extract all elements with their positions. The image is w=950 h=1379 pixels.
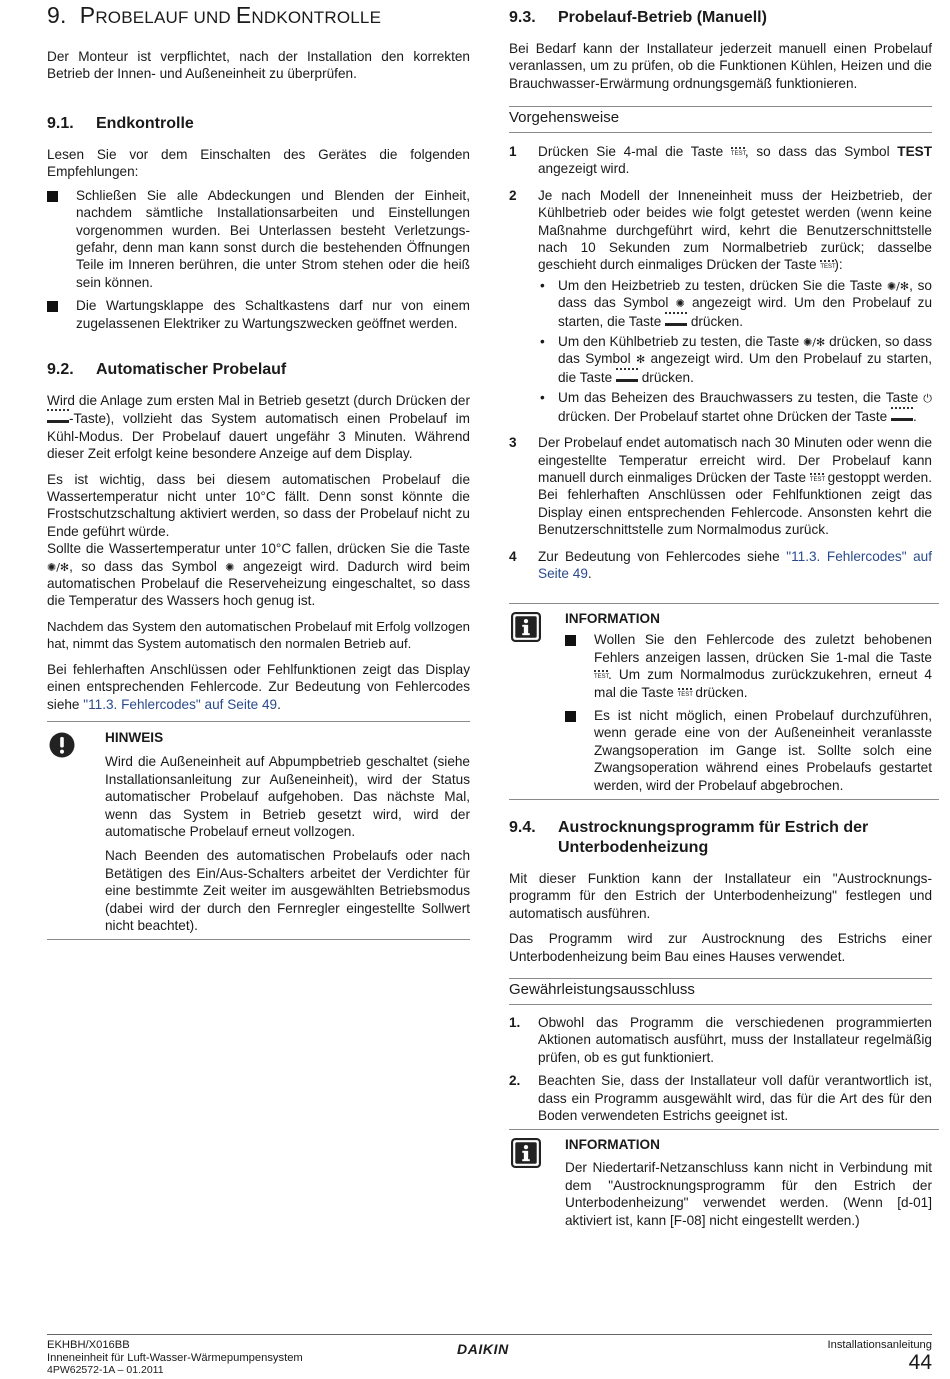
paragraph: Es ist wichtig, dass bei diesem automatischen Probelauf die Wassertemperatur nicht unter 10°C fällt. Denn sonst könnte die Frostschutzschaltung aktiviert werden, so dass der Probelauf nicht zu Ende geführt würde. <box>47 471 470 539</box>
section-heading: 9.1. Endkontrolle <box>47 115 194 132</box>
test-key-icon <box>891 407 913 421</box>
product-name: Inneneinheit für Luft-Wasser-Wärmepumpensystem <box>47 1351 303 1364</box>
cool-symbol-icon: ✻ <box>635 353 646 367</box>
list-item: Wollen Sie den Fehlercode des zuletzt behobenen Fehlers anzeigen lassen, drücken Sie 1-mal die Taste TEST. Um zum Normalmodus zurückzukehren, erneut 4 mal die Taste TEST drücken. <box>565 631 932 701</box>
chapter-number: 9. <box>47 2 67 28</box>
paragraph: Nachdem das System den automatischen Probelauf mit Erfolg vollzogen hat, nimmt das System automatisch den normalen Betrieb auf. <box>47 618 470 652</box>
information-box <box>509 1129 939 1234</box>
list-item: • Um das Beheizen des Brauchwassers zu testen, die Taste ⏻ drücken. Der Probelauf startet ohne Drücken der Taste . <box>538 389 932 425</box>
error-codes-link[interactable]: "11.3. Fehlercodes" auf Seite 49 <box>83 696 278 712</box>
procedure-steps <box>509 143 932 582</box>
section-heading: 9.4. Austrocknungsprogramm für Estrich der Unterbodenheizung <box>509 819 869 856</box>
chapter-title: 9. PROBELAUF UND ENDKONTROLLE <box>47 2 382 28</box>
section-9-2 <box>47 360 470 713</box>
section-heading: 9.3. Probelauf-Betrieb (Manuell) <box>509 9 767 26</box>
page-footer <box>47 1334 932 1377</box>
heat-symbol-icon: ✺ <box>225 560 235 574</box>
step: 1 Drücken Sie 4-mal die Taste TEST, so dass das Symbol TEST angezeigt wird. <box>509 144 933 177</box>
note-title: INFORMATION <box>565 1137 660 1152</box>
paragraph: Bei fehlerhaften Anschlüssen oder Fehlfunktionen zeigt das Display einen entsprechenden Fehlercode. Zur Bedeutung von Fehlercodes siehe "11.3. Fehlercodes" auf Seite 49. <box>47 661 470 712</box>
list-item: 2. Beachten Sie, dass der Installateur voll dafür verantwortlich ist, dass ein Programm ausgewählt wird, das für die Art des für den Boden verwendeten Estrichs geeignet ist. <box>509 1073 932 1124</box>
divider <box>509 1004 932 1005</box>
vorgehensweise <box>509 106 932 582</box>
information-box <box>509 603 939 800</box>
model-code: EKHBH/X016BB <box>47 1339 130 1351</box>
gewaehrleistung <box>509 978 932 1124</box>
sub-list <box>538 277 932 425</box>
paragraph: Nach Beenden des automatischen Probelaufs oder nach Betätigen des Ein/Aus-Schalters arbeitet der Verdichter für eine bestimmte Zeit weiter im ausgewählten Betriebsmodus (dabei wird der durch den Fernregler eingestellte Sollwert nicht beachtet). <box>105 848 470 934</box>
heat-cool-key-icon: ✺/✻ <box>47 560 70 574</box>
note-title: INFORMATION <box>565 611 660 626</box>
list-item: Es ist nicht möglich, einen Probelauf durchzuführen, wenn gerade eine von der Außeneinheit veranlasste Zwangsoperation im Gange ist. Sollte solch eine Zwangsoperation während eines Probelaufs gestartet werden, wird der Probelauf abgebrochen. <box>565 707 932 794</box>
note-title: HINWEIS <box>105 730 164 745</box>
intro-text: Der Monteur ist verpflichtet, nach der Installation den korrekten Betrieb der Innen- und Außeneinheit zu überprüfen. <box>47 49 470 82</box>
list-item: Die Wartungsklappe des Schaltkastens darf nur von einem zugelassenen Elektriker zu Wartungszwecken geöffnet werden. <box>47 297 470 332</box>
list-item: 1. Obwohl das Programm die verschiedenen programmierten Aktionen automatisch ausführt, muss der Installateur regelmäßig prüfen, ob es gut funktioniert. <box>509 1015 932 1065</box>
daikin-logo: DAIKIN <box>457 1341 509 1357</box>
subheading: Vorgehensweise <box>509 109 620 126</box>
page-number: 44 <box>908 1350 932 1374</box>
bullet-list <box>565 631 932 794</box>
divider <box>509 132 932 133</box>
hinweis-box <box>47 721 470 940</box>
paragraph: Mit dieser Funktion kann der Installateur ein "Austrocknungs-programm für den Estrich der Unterbodenheizung" festlegen und automatisch ausführen. <box>509 871 932 921</box>
heat-cool-key-icon: ✺/✻ <box>803 336 826 350</box>
test-key-icon <box>616 368 638 382</box>
test-key-icon <box>665 312 687 326</box>
section-9-1 <box>47 114 470 332</box>
test-key-icon <box>47 409 69 423</box>
numbered-list <box>509 1014 932 1124</box>
bullet-list <box>47 187 470 332</box>
step: 4 Zur Bedeutung von Fehlercodes siehe "11.3. Fehlercodes" auf Seite 49. <box>509 548 932 581</box>
heat-symbol-icon: ✺ <box>675 297 685 311</box>
footer-right <box>828 1339 933 1374</box>
section-9-4 <box>509 818 932 965</box>
test-key-icon: TEST <box>820 260 834 270</box>
subheading: Gewährleistungsausschluss <box>509 981 695 998</box>
paragraph: Wird die Außeneinheit auf Abpumpbetrieb geschaltet (siehe Installationsanleitung zur Außeneinheit), wird der Status automatischer Probelauf aufgehoben. Das nächste Mal, wenn das System in Betrieb gesetzt wird, wird der automatische Probelauf erneut vollzogen. <box>105 754 470 840</box>
paragraph: Das Programm wird zur Austrocknung des Estrichs einer Unterbodenheizung beim Bau eines Hauses verwendet. <box>509 931 932 964</box>
list-item: • Um den Kühlbetrieb zu testen, die Taste ✺/✻ drücken, so dass das Symbol ✻ angezeigt wird. Um den Probelauf zu starten, die Taste drücken. <box>538 333 932 386</box>
paragraph: Sollte die Wassertemperatur unter 10°C fallen, drücken Sie die Taste ✺/✻, so dass das Symbol ✺ angezeigt wird. Dadurch wird beim automatischen Probelauf die Reserveheizung eingeschaltet, so dass die Temperatur des Wassers hoch genug ist. <box>47 541 470 609</box>
lead-text: Lesen Sie vor dem Einschalten des Gerätes die folgenden Empfehlungen: <box>47 147 470 180</box>
error-codes-link[interactable]: "11.3. Fehlercodes" auf Seite 49 <box>538 548 932 581</box>
step: 2 Je nach Modell der Inneneinheit muss der Heizbetrieb, der Kühlbetrieb oder beides wie folgt getestet werden (wenn keine Maßnahme durchgeführt wird, kehrt die Benutzerschnittstelle nach 10 Sekunden zum Normalbetrieb zurück; dasselbe geschieht durch einmaliges Drücken der Taste TEST): • Um den Heizbetrieb zu testen, drücken Sie die Taste ✺/✻, so dass das Symbol ✺ angezeigt wird. Um den Probelauf zu starten, die Taste drücken. • Um den Kühlbetrieb zu testen, die Taste ✺/✻ drücken, so dass das Symbol ✻ angezeigt wird. Um den Probelauf zu starten, die Taste drücken. • Um das Beheizen des Brauchwassers zu testen, die Taste ⏻ drücken. Der Probelauf startet ohne Drücken der Taste . <box>509 187 932 425</box>
warning-exclamation-icon <box>49 732 75 758</box>
list-item: Schließen Sie alle Abdeckungen und Blenden der Einheit, nachdem sämtliche Installationsarbeiten und Einstellungen vorgenommen wurden. Bei Unterlassen besteht Verletzungs-gefahr, denn man kann sonst durch die bestehenden Öffnungen Teile im Inneren berühren, die unter Strom stehen oder die heiß sein können. <box>47 187 470 291</box>
step: 3 Der Probelauf endet automatisch nach 30 Minuten oder wenn die eingestellte Temperatur erreicht wird. Der Probelauf kann manuell durch einmaliges Drücken der Taste TEST gestoppt werden. Bei fehlerhaften Anschlüssen oder Fehlfunktionen zeigt das Display einen entsprechenden Fehlercode. Ansonsten kehrt die Benutzerschnittstelle zum Normalmodus zurück. <box>509 435 932 538</box>
dhw-power-key-icon: ⏻ <box>923 392 932 406</box>
paragraph: Wird die Anlage zum ersten Mal in Betrieb gesetzt (durch Drücken der -Taste), vollzieht das System automatisch einen Probelauf im Kühl-Modus. Der Probelauf dauert ungefähr 3 Minuten. Während dieser Zeit erfolgt keine besondere Anzeige auf dem Display. <box>47 393 470 462</box>
heat-cool-key-icon: ✺/✻ <box>886 279 910 293</box>
section-heading: 9.2. Automatischer Probelauf <box>47 361 287 378</box>
list-item: • Um den Heizbetrieb zu testen, drücken Sie die Taste ✺/✻, so dass das Symbol ✺ angezeigt wird. Um den Probelauf zu starten, die Taste drücken. <box>538 277 932 330</box>
info-icon <box>511 1138 541 1168</box>
test-key-icon: TEST <box>810 473 824 483</box>
test-key-icon: TEST <box>594 670 608 680</box>
manual-type: Installationsanleitung <box>827 1339 932 1351</box>
test-key-icon: TEST <box>678 688 692 698</box>
footer-left <box>47 1339 303 1377</box>
section-9-3 <box>509 8 932 92</box>
paragraph: Der Niedertarif-Netzanschluss kann nicht in Verbindung mit dem "Austrocknungsprogramm für den Estrich der Unterbodenheizung" verwendet werden. (Wenn [d-01] aktiviert ist, kann [F-08] nicht eingestellt werden.) <box>565 1160 932 1228</box>
test-key-icon: TEST <box>731 147 745 157</box>
document-number: 4PW62572-1A – 01.2011 <box>47 1364 164 1377</box>
info-icon <box>511 612 541 642</box>
paragraph: Bei Bedarf kann der Installateur jederzeit manuell einen Probelauf veranlassen, um zu prüfen, ob die Funktionen Kühlen, Heizen und die Brauchwasser-Erwärmung ordnungsgemäß funktionieren. <box>509 41 932 91</box>
